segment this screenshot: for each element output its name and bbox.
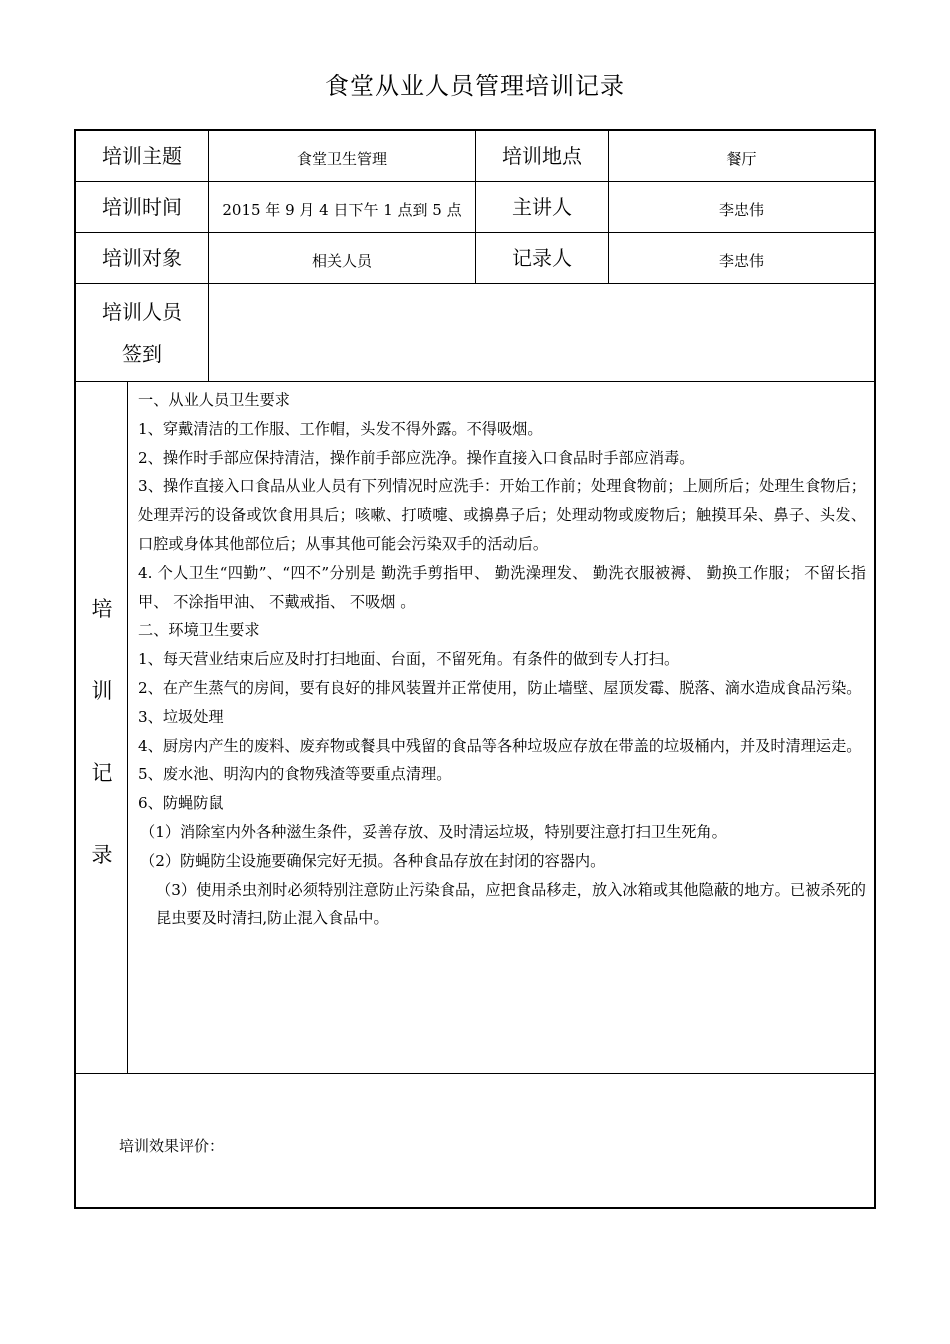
location-label: 培训地点 [502, 143, 582, 168]
audience-value: 相关人员 [311, 251, 372, 270]
record-line: 1、每天营业结束后应及时打扫地面、台面，不留死角。有条件的做到专人打扫。 [138, 650, 680, 669]
signin-label-line2: 签到 [122, 341, 162, 366]
speaker-label: 主讲人 [512, 194, 572, 219]
audience-label: 培训对象 [102, 245, 182, 270]
time-label: 培训时间 [102, 194, 182, 219]
record-line: 3、操作直接入口食品从业人员有下列情况时应洗手：开始工作前；处理食物前；上厕所后；处理生食物后；处理弄污的设备或饮食用具后；咳嗽、打喷嚏、或擤鼻子后；处理动物或废物后；触摸耳朵、鼻子、头发、口腔或身体其他部位后；从事其他可能会污染双手的活动后。 [138, 477, 866, 553]
training-record-table [74, 129, 876, 1209]
recorder-value: 李忠伟 [718, 251, 764, 270]
location-value: 餐厅 [726, 149, 757, 168]
record-label [76, 593, 128, 921]
record-line: （1）消除室内外各种滋生条件，妥善存放、及时清运垃圾，特别要注意打扫卫生死角。 [140, 822, 727, 841]
record-content [138, 386, 866, 933]
record-label-char: 训 [91, 679, 113, 703]
record-line: 4. 个人卫生“四勤”、“四不”分别是 勤洗手剪指甲、 勤洗澡理发、 勤洗衣服被褥、 勤换工作服； 不留长指甲、 不涂指甲油、 不戴戒指、 不吸烟 。 [138, 563, 866, 611]
record-line: 一、从业人员卫生要求 [138, 391, 290, 409]
record-line: 6、防蝇防鼠 [138, 794, 224, 813]
row-divider [76, 381, 874, 382]
record-label-char: 记 [91, 761, 113, 785]
recorder-label: 记录人 [512, 245, 572, 270]
topic-label: 培训主题 [102, 143, 182, 168]
record-line: 4、厨房内产生的废料、废弃物或餐具中残留的食品等各种垃圾应存放在带盖的垃圾桶内，并及时清理运走。 [138, 736, 862, 755]
signin-area [209, 284, 874, 381]
record-line: 3、垃圾处理 [138, 707, 224, 726]
topic-value: 食堂卫生管理 [296, 149, 387, 168]
row-divider [76, 1073, 874, 1074]
speaker-value: 李忠伟 [718, 200, 764, 219]
record-label-char: 培 [91, 597, 113, 621]
record-line: （2）防蝇防尘设施要确保完好无损。各种食品存放在封闭的容器内。 [140, 851, 606, 870]
evaluation-label: 培训效果评价： [119, 1137, 225, 1155]
record-line: 二、环境卫生要求 [138, 621, 260, 640]
signin-label-line1: 培训人员 [102, 299, 182, 324]
record-line: 1、穿戴清洁的工作服、工作帽，头发不得外露。不得吸烟。 [138, 419, 543, 438]
record-line: 2、在产生蒸气的房间，要有良好的排风装置并正常使用，防止墙壁、屋顶发霉、脱落、滴水造成食品污染。 [138, 678, 862, 697]
time-value: 2015 年 9 月 4 日下午 1 点到 5 点 [222, 200, 462, 219]
record-line: 5、废水池、明沟内的食物残渣等要重点清理。 [138, 765, 452, 784]
document-title: 食堂从业人员管理培训记录 [325, 72, 625, 100]
signin-label [76, 284, 208, 381]
record-line: （3）使用杀虫剂时必须特别注意防止污染食品，应把食品移走，放入冰箱或其他隐蔽的地方。已被杀死的昆虫要及时清扫,防止混入食品中。 [156, 880, 866, 928]
record-line: 2、操作时手部应保持清洁，操作前手部应洗净。操作直接入口食品时手部应消毒。 [138, 448, 695, 467]
record-label-char: 录 [91, 843, 113, 867]
